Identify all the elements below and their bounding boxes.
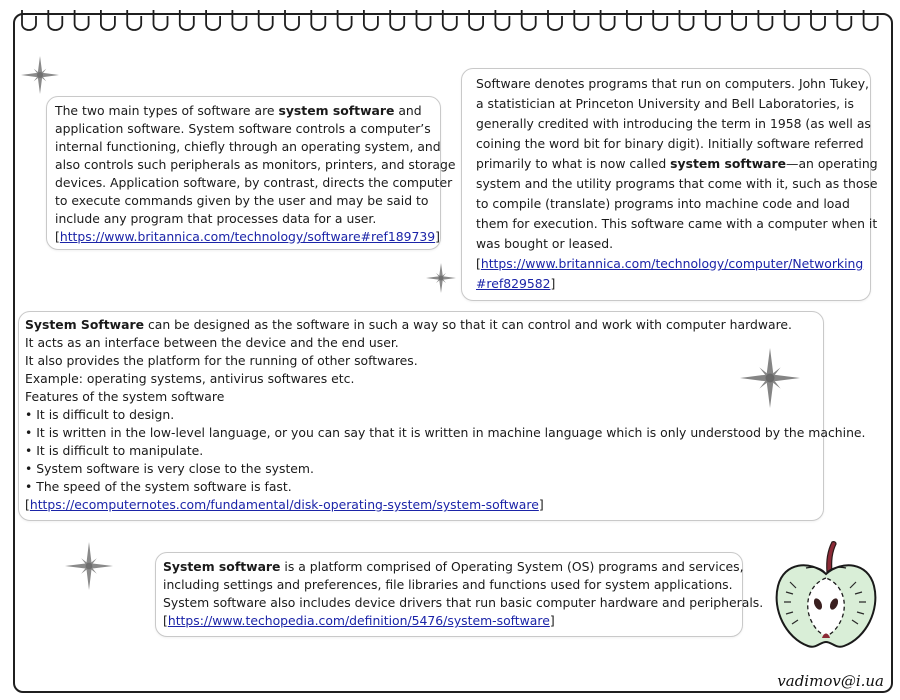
text-line: them for execution. This software came with a computer when it — [476, 216, 878, 231]
card-text — [476, 74, 878, 254]
spiral-ring — [127, 10, 141, 30]
text-line — [163, 558, 744, 576]
text-segment: can be designed as the software in such a way so that it can control and work with computer hardware. — [144, 317, 792, 332]
spiral-ring — [706, 10, 720, 30]
spiral-ring — [232, 10, 246, 30]
bold-term: System software — [163, 559, 281, 574]
spiral-ring — [22, 10, 36, 30]
text-segment: is a platform comprised of Operating System (OS) programs and services, — [280, 559, 744, 574]
features-card-ecomputernotes — [18, 311, 866, 521]
spiral-ring — [417, 10, 431, 30]
text-line: generally credited with introducing the term in 1958 (as well as — [476, 116, 871, 131]
bold-term: system software — [670, 156, 787, 171]
text-line: • It is difficult to manipulate. — [25, 443, 204, 458]
text-line: • The speed of the system software is fast. — [25, 479, 292, 494]
text-line: It also provides the platform for the running of other softwares. — [25, 353, 418, 368]
text-line — [55, 102, 432, 120]
text-line: Software denotes programs that run on computers. John Tukey, — [476, 76, 869, 91]
card-text — [25, 316, 866, 496]
card-text — [55, 102, 456, 228]
text-line: It acts as an interface between the device and the end user. — [25, 335, 399, 350]
spiral-ring — [390, 10, 404, 30]
spiral-ring — [732, 10, 746, 30]
spiral-ring — [101, 10, 115, 30]
text-line: including settings and preferences, file libraries and functions used for system applications. — [163, 577, 733, 592]
author-signature: vadimov@i.ua — [777, 672, 884, 690]
text-segment: The two main types of software are — [55, 103, 279, 118]
history-card-britannica-computer — [461, 68, 878, 301]
text-line: to execute commands given by the user and may be said to — [55, 193, 429, 208]
text-line: system and the utility programs that come with it, such as those — [476, 176, 878, 191]
spiral-ring — [811, 10, 825, 30]
source-citation: [https://ecomputernotes.com/fundamental/disk-operating-system/system-software] — [25, 497, 544, 512]
text-line: System software also includes device drivers that run basic computer hardware and peripherals. — [163, 595, 764, 610]
spiral-ring — [574, 10, 588, 30]
card-text — [163, 558, 764, 612]
source-link-britannica-software[interactable]: https://www.britannica.com/technology/software#ref189739 — [59, 229, 436, 244]
text-line: application software. System software controls a computer’s — [55, 121, 431, 136]
spiral-ring — [601, 10, 615, 30]
spiral-ring — [680, 10, 694, 30]
spiral-ring — [785, 10, 799, 30]
bold-term: system software — [278, 103, 395, 118]
source-citation: [https://www.techopedia.com/definition/5476/system-software] — [163, 613, 555, 628]
text-line: was bought or leased. — [476, 236, 614, 251]
text-line — [476, 154, 878, 174]
text-line: Features of the system software — [25, 389, 225, 404]
spiral-ring — [75, 10, 89, 30]
text-line: coining the word bit for binary digit). Initially software referred — [476, 136, 864, 151]
notebook-spiral-binding — [0, 0, 900, 40]
text-line: • It is written in the low-level language, or you can say that it is written in machine language which is only understood by the machine. — [25, 425, 866, 440]
spiral-ring — [864, 10, 878, 30]
text-line: also controls such peripherals as monitors, printers, and storage — [55, 157, 456, 172]
text-line: Example: operating systems, antivirus softwares etc. — [25, 371, 355, 386]
source-link-techopedia[interactable]: https://www.techopedia.com/definition/5476/system-software — [167, 613, 550, 628]
spiral-ring — [180, 10, 194, 30]
source-link-britannica-computer[interactable]: https://www.britannica.com/technology/computer/Networking #ref829582 — [476, 256, 864, 291]
text-line — [25, 316, 817, 334]
sparkle-icon — [20, 55, 60, 95]
spiral-ring — [837, 10, 851, 30]
text-segment: —an operating — [786, 156, 878, 171]
spiral-ring — [311, 10, 325, 30]
spiral-ring — [758, 10, 772, 30]
spiral-ring — [653, 10, 667, 30]
text-segment: primarily to what is now called — [476, 156, 671, 171]
spiral-ring — [259, 10, 273, 30]
sparkle-icon — [425, 262, 457, 294]
text-line: • It is difficult to design. — [25, 407, 175, 422]
definition-card-britannica-software — [46, 96, 456, 250]
sparkle-icon — [738, 346, 802, 410]
spiral-ring — [206, 10, 220, 30]
source-citation: [https://www.britannica.com/technology/software#ref189739] — [55, 229, 440, 244]
apple-icon — [770, 538, 882, 656]
platform-card-techopedia — [155, 552, 764, 637]
spiral-ring — [285, 10, 299, 30]
spiral-ring — [364, 10, 378, 30]
sparkle-icon — [64, 541, 114, 591]
spiral-ring — [443, 10, 457, 30]
spiral-ring — [469, 10, 483, 30]
spiral-ring — [154, 10, 168, 30]
text-line: to compile (translate) programs into machine code and load — [476, 196, 850, 211]
spiral-ring — [548, 10, 562, 30]
text-line: • System software is very close to the system. — [25, 461, 314, 476]
spiral-ring — [48, 10, 62, 30]
text-line: devices. Application software, by contrast, directs the computer — [55, 175, 453, 190]
spiral-ring — [627, 10, 641, 30]
source-citation: [https://www.britannica.com/technology/computer/Networking #ref829582] — [476, 256, 864, 291]
text-segment: and — [394, 103, 422, 118]
text-line: internal functioning, chiefly through an operating system, and — [55, 139, 441, 154]
text-line: a statistician at Princeton University and Bell Laboratories, is — [476, 96, 854, 111]
bold-term: System Software — [25, 317, 144, 332]
text-line: include any program that processes data for a user. — [55, 211, 377, 226]
source-link-ecomputernotes[interactable]: https://ecomputernotes.com/fundamental/disk-operating-system/system-software — [29, 497, 539, 512]
spiral-ring — [522, 10, 536, 30]
spiral-ring — [338, 10, 352, 30]
spiral-ring — [495, 10, 509, 30]
